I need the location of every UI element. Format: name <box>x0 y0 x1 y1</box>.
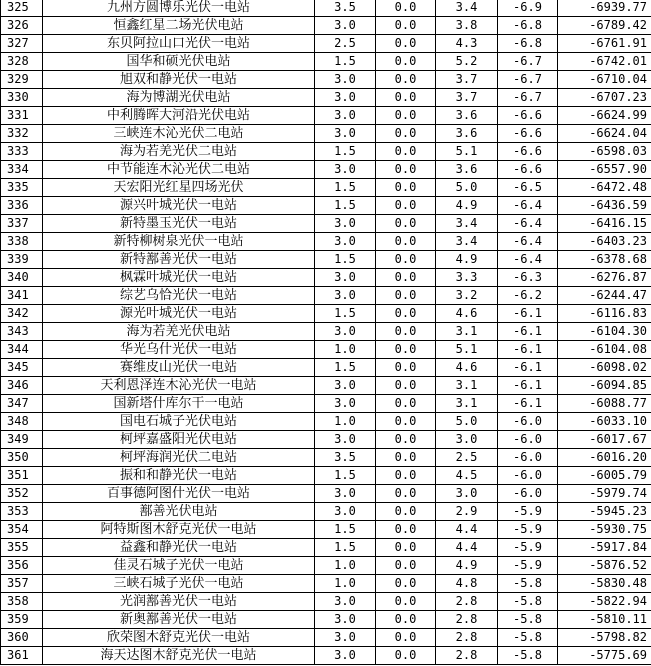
value-col3-cell: 5.0 <box>436 179 498 197</box>
value-col5-cell: -6005.79 <box>558 467 651 485</box>
value-col3-cell: 4.9 <box>436 251 498 269</box>
value-col4-cell: -6.7 <box>498 71 558 89</box>
table-row <box>1 197 651 215</box>
value-col5-cell: -5930.75 <box>558 521 651 539</box>
value-col2-cell: 0.0 <box>376 395 436 413</box>
row-number-cell: 340 <box>1 269 43 287</box>
value-col3-cell: 4.5 <box>436 467 498 485</box>
value-col2-cell: 0.0 <box>376 53 436 71</box>
value-col3-cell: 3.4 <box>436 0 498 17</box>
station-name-cell: 佳灵石城子光伏一电站 <box>43 557 315 575</box>
station-name-cell: 柯坪嘉盛阳光伏电站 <box>43 431 315 449</box>
value-col1-cell: 3.0 <box>315 107 376 125</box>
value-col1-cell: 1.0 <box>315 575 376 593</box>
value-col5-cell: -6088.77 <box>558 395 651 413</box>
value-col1-cell: 3.0 <box>315 485 376 503</box>
value-col2-cell: 0.0 <box>376 485 436 503</box>
table-row <box>1 431 651 449</box>
value-col1-cell: 3.0 <box>315 593 376 611</box>
value-col2-cell: 0.0 <box>376 251 436 269</box>
table-row <box>1 377 651 395</box>
value-col3-cell: 2.8 <box>436 593 498 611</box>
station-name-cell: 旭双和静光伏一电站 <box>43 71 315 89</box>
row-number-cell: 328 <box>1 53 43 71</box>
value-col2-cell: 0.0 <box>376 593 436 611</box>
value-col1-cell: 1.5 <box>315 359 376 377</box>
table-row <box>1 413 651 431</box>
value-col2-cell: 0.0 <box>376 467 436 485</box>
value-col1-cell: 3.0 <box>315 647 376 665</box>
value-col3-cell: 3.0 <box>436 485 498 503</box>
value-col1-cell: 1.5 <box>315 143 376 161</box>
station-name-cell: 海为博湖光伏电站 <box>43 89 315 107</box>
station-name-cell: 华光乌什光伏一电站 <box>43 341 315 359</box>
value-col4-cell: -6.6 <box>498 107 558 125</box>
value-col5-cell: -6761.91 <box>558 35 651 53</box>
table-row <box>1 251 651 269</box>
table-row <box>1 71 651 89</box>
value-col5-cell: -5775.69 <box>558 647 651 665</box>
value-col3-cell: 3.4 <box>436 233 498 251</box>
value-col4-cell: -6.0 <box>498 449 558 467</box>
table-row <box>1 53 651 71</box>
value-col1-cell: 3.0 <box>315 629 376 647</box>
table-row <box>1 179 651 197</box>
value-col5-cell: -6244.47 <box>558 287 651 305</box>
value-col4-cell: -6.9 <box>498 0 558 17</box>
value-col2-cell: 0.0 <box>376 143 436 161</box>
value-col2-cell: 0.0 <box>376 17 436 35</box>
value-col2-cell: 0.0 <box>376 377 436 395</box>
value-col3-cell: 4.4 <box>436 521 498 539</box>
row-number-cell: 342 <box>1 305 43 323</box>
row-number-cell: 351 <box>1 467 43 485</box>
station-name-cell: 东贝阿拉山口光伏一电站 <box>43 35 315 53</box>
value-col2-cell: 0.0 <box>376 287 436 305</box>
value-col3-cell: 2.8 <box>436 629 498 647</box>
value-col5-cell: -6624.04 <box>558 125 651 143</box>
value-col2-cell: 0.0 <box>376 575 436 593</box>
value-col1-cell: 3.0 <box>315 215 376 233</box>
value-col4-cell: -6.3 <box>498 269 558 287</box>
value-col3-cell: 5.2 <box>436 53 498 71</box>
value-col5-cell: -6098.02 <box>558 359 651 377</box>
value-col3-cell: 3.0 <box>436 431 498 449</box>
value-col2-cell: 0.0 <box>376 611 436 629</box>
value-col2-cell: 0.0 <box>376 629 436 647</box>
station-name-cell: 国新塔什库尔干一电站 <box>43 395 315 413</box>
value-col1-cell: 1.5 <box>315 251 376 269</box>
value-col3-cell: 3.7 <box>436 89 498 107</box>
value-col5-cell: -6378.68 <box>558 251 651 269</box>
value-col4-cell: -6.8 <box>498 35 558 53</box>
value-col3-cell: 2.9 <box>436 503 498 521</box>
table-row <box>1 521 651 539</box>
value-col4-cell: -5.9 <box>498 539 558 557</box>
value-col1-cell: 3.5 <box>315 449 376 467</box>
value-col4-cell: -6.1 <box>498 395 558 413</box>
value-col4-cell: -6.4 <box>498 251 558 269</box>
value-col2-cell: 0.0 <box>376 35 436 53</box>
row-number-cell: 347 <box>1 395 43 413</box>
station-name-cell: 柯坪海润光伏二电站 <box>43 449 315 467</box>
value-col2-cell: 0.0 <box>376 71 436 89</box>
value-col4-cell: -6.2 <box>498 287 558 305</box>
table-row <box>1 611 651 629</box>
row-number-cell: 329 <box>1 71 43 89</box>
station-name-cell: 枫霖叶城光伏一电站 <box>43 269 315 287</box>
value-col5-cell: -5876.52 <box>558 557 651 575</box>
value-col4-cell: -6.0 <box>498 467 558 485</box>
value-col3-cell: 4.4 <box>436 539 498 557</box>
table-row <box>1 449 651 467</box>
station-name-cell: 赛维皮山光伏一电站 <box>43 359 315 377</box>
row-number-cell: 338 <box>1 233 43 251</box>
value-col5-cell: -6436.59 <box>558 197 651 215</box>
station-name-cell: 三峡连木沁光伏二电站 <box>43 125 315 143</box>
value-col4-cell: -5.8 <box>498 611 558 629</box>
station-name-cell: 源兴叶城光伏一电站 <box>43 197 315 215</box>
value-col1-cell: 1.0 <box>315 413 376 431</box>
row-number-cell: 355 <box>1 539 43 557</box>
station-name-cell: 中利腾晖大河沿光伏电站 <box>43 107 315 125</box>
row-number-cell: 345 <box>1 359 43 377</box>
value-col5-cell: -5798.82 <box>558 629 651 647</box>
value-col3-cell: 4.8 <box>436 575 498 593</box>
value-col5-cell: -6116.83 <box>558 305 651 323</box>
row-number-cell: 344 <box>1 341 43 359</box>
value-col3-cell: 2.8 <box>436 611 498 629</box>
row-number-cell: 326 <box>1 17 43 35</box>
table-row <box>1 269 651 287</box>
value-col1-cell: 3.5 <box>315 0 376 17</box>
value-col4-cell: -6.8 <box>498 17 558 35</box>
value-col2-cell: 0.0 <box>376 557 436 575</box>
value-col1-cell: 3.0 <box>315 323 376 341</box>
table-row <box>1 125 651 143</box>
value-col4-cell: -6.1 <box>498 359 558 377</box>
value-col4-cell: -6.0 <box>498 485 558 503</box>
value-col3-cell: 2.8 <box>436 647 498 665</box>
value-col5-cell: -6094.85 <box>558 377 651 395</box>
table-row <box>1 287 651 305</box>
value-col5-cell: -5979.74 <box>558 485 651 503</box>
value-col5-cell: -6403.23 <box>558 233 651 251</box>
table-row <box>1 485 651 503</box>
row-number-cell: 333 <box>1 143 43 161</box>
value-col1-cell: 1.5 <box>315 179 376 197</box>
value-col3-cell: 3.6 <box>436 107 498 125</box>
value-col1-cell: 1.5 <box>315 197 376 215</box>
value-col2-cell: 0.0 <box>376 215 436 233</box>
value-col2-cell: 0.0 <box>376 197 436 215</box>
table-row <box>1 323 651 341</box>
value-col4-cell: -6.4 <box>498 233 558 251</box>
value-col2-cell: 0.0 <box>376 341 436 359</box>
value-col3-cell: 3.6 <box>436 161 498 179</box>
station-name-cell: 国华和硕光伏电站 <box>43 53 315 71</box>
station-name-cell: 新特鄯善光伏一电站 <box>43 251 315 269</box>
table-row <box>1 305 651 323</box>
table-row <box>1 215 651 233</box>
value-col5-cell: -6789.42 <box>558 17 651 35</box>
value-col2-cell: 0.0 <box>376 0 436 17</box>
table-row <box>1 143 651 161</box>
row-number-cell: 348 <box>1 413 43 431</box>
value-col3-cell: 3.4 <box>436 215 498 233</box>
value-col3-cell: 3.7 <box>436 71 498 89</box>
table-body <box>1 0 651 665</box>
value-col4-cell: -5.9 <box>498 521 558 539</box>
value-col1-cell: 3.0 <box>315 503 376 521</box>
value-col2-cell: 0.0 <box>376 125 436 143</box>
value-col2-cell: 0.0 <box>376 521 436 539</box>
station-name-cell: 国电石城子光伏电站 <box>43 413 315 431</box>
station-name-cell: 新奥鄯善光伏一电站 <box>43 611 315 629</box>
value-col1-cell: 3.0 <box>315 125 376 143</box>
row-number-cell: 359 <box>1 611 43 629</box>
station-name-cell: 振和和静光伏一电站 <box>43 467 315 485</box>
value-col2-cell: 0.0 <box>376 359 436 377</box>
value-col4-cell: -6.4 <box>498 197 558 215</box>
value-col3-cell: 5.1 <box>436 143 498 161</box>
value-col3-cell: 4.6 <box>436 305 498 323</box>
value-col2-cell: 0.0 <box>376 539 436 557</box>
value-col1-cell: 3.0 <box>315 377 376 395</box>
station-name-cell: 海为若羌光伏电站 <box>43 323 315 341</box>
station-name-cell: 九州方圆博乐光伏一电站 <box>43 0 315 17</box>
value-col2-cell: 0.0 <box>376 233 436 251</box>
value-col1-cell: 1.5 <box>315 467 376 485</box>
table-row <box>1 341 651 359</box>
value-col4-cell: -6.1 <box>498 323 558 341</box>
row-number-cell: 343 <box>1 323 43 341</box>
value-col5-cell: -6033.10 <box>558 413 651 431</box>
value-col5-cell: -6016.20 <box>558 449 651 467</box>
table-row <box>1 233 651 251</box>
station-name-cell: 鄯善光伏电站 <box>43 503 315 521</box>
value-col5-cell: -6624.99 <box>558 107 651 125</box>
value-col4-cell: -5.8 <box>498 647 558 665</box>
value-col4-cell: -5.9 <box>498 557 558 575</box>
value-col5-cell: -6276.87 <box>558 269 651 287</box>
value-col5-cell: -5830.48 <box>558 575 651 593</box>
value-col5-cell: -6939.77 <box>558 0 651 17</box>
value-col1-cell: 1.5 <box>315 539 376 557</box>
row-number-cell: 354 <box>1 521 43 539</box>
value-col3-cell: 3.8 <box>436 17 498 35</box>
table-row <box>1 467 651 485</box>
station-name-cell: 三峡石城子光伏一电站 <box>43 575 315 593</box>
station-name-cell: 中节能连木沁光伏二电站 <box>43 161 315 179</box>
station-name-cell: 新特柳树泉光伏一电站 <box>43 233 315 251</box>
value-col4-cell: -6.5 <box>498 179 558 197</box>
table-row <box>1 395 651 413</box>
value-col1-cell: 1.5 <box>315 305 376 323</box>
row-number-cell: 352 <box>1 485 43 503</box>
value-col5-cell: -5822.94 <box>558 593 651 611</box>
table-row <box>1 17 651 35</box>
row-number-cell: 341 <box>1 287 43 305</box>
row-number-cell: 360 <box>1 629 43 647</box>
row-number-cell: 357 <box>1 575 43 593</box>
value-col5-cell: -6710.04 <box>558 71 651 89</box>
row-number-cell: 349 <box>1 431 43 449</box>
value-col2-cell: 0.0 <box>376 647 436 665</box>
value-col4-cell: -6.6 <box>498 143 558 161</box>
table-row <box>1 161 651 179</box>
station-name-cell: 新特墨玉光伏一电站 <box>43 215 315 233</box>
value-col4-cell: -6.1 <box>498 377 558 395</box>
value-col1-cell: 3.0 <box>315 611 376 629</box>
value-col1-cell: 3.0 <box>315 71 376 89</box>
value-col1-cell: 3.0 <box>315 287 376 305</box>
row-number-cell: 339 <box>1 251 43 269</box>
value-col4-cell: -5.9 <box>498 503 558 521</box>
value-col5-cell: -6598.03 <box>558 143 651 161</box>
row-number-cell: 327 <box>1 35 43 53</box>
value-col2-cell: 0.0 <box>376 179 436 197</box>
row-number-cell: 336 <box>1 197 43 215</box>
value-col2-cell: 0.0 <box>376 161 436 179</box>
value-col5-cell: -5917.84 <box>558 539 651 557</box>
station-name-cell: 天宏阳光红星四场光伏 <box>43 179 315 197</box>
row-number-cell: 350 <box>1 449 43 467</box>
value-col3-cell: 4.3 <box>436 35 498 53</box>
value-col3-cell: 3.1 <box>436 323 498 341</box>
row-number-cell: 334 <box>1 161 43 179</box>
station-name-cell: 综艺乌恰光伏一电站 <box>43 287 315 305</box>
station-name-cell: 百事德阿图什光伏一电站 <box>43 485 315 503</box>
value-col3-cell: 3.2 <box>436 287 498 305</box>
station-name-cell: 海为若羌光伏二电站 <box>43 143 315 161</box>
row-number-cell: 325 <box>1 0 43 17</box>
value-col2-cell: 0.0 <box>376 503 436 521</box>
value-col4-cell: -5.8 <box>498 575 558 593</box>
table-row <box>1 575 651 593</box>
table-row <box>1 359 651 377</box>
value-col5-cell: -6104.30 <box>558 323 651 341</box>
value-col1-cell: 3.0 <box>315 161 376 179</box>
station-name-cell: 恒鑫红星二场光伏电站 <box>43 17 315 35</box>
value-col2-cell: 0.0 <box>376 269 436 287</box>
table-row <box>1 647 651 665</box>
value-col4-cell: -5.8 <box>498 629 558 647</box>
table-row <box>1 0 651 17</box>
station-name-cell: 欣荣图木舒克光伏一电站 <box>43 629 315 647</box>
row-number-cell: 358 <box>1 593 43 611</box>
value-col2-cell: 0.0 <box>376 305 436 323</box>
table-row <box>1 107 651 125</box>
value-col1-cell: 3.0 <box>315 89 376 107</box>
value-col2-cell: 0.0 <box>376 89 436 107</box>
table-row <box>1 89 651 107</box>
row-number-cell: 337 <box>1 215 43 233</box>
value-col4-cell: -6.1 <box>498 341 558 359</box>
value-col2-cell: 0.0 <box>376 323 436 341</box>
table-row <box>1 539 651 557</box>
value-col5-cell: -5810.11 <box>558 611 651 629</box>
value-col5-cell: -6742.01 <box>558 53 651 71</box>
value-col2-cell: 0.0 <box>376 107 436 125</box>
station-name-cell: 天利恩泽连木沁光伏一电站 <box>43 377 315 395</box>
value-col5-cell: -6416.15 <box>558 215 651 233</box>
value-col1-cell: 1.5 <box>315 521 376 539</box>
value-col3-cell: 3.1 <box>436 395 498 413</box>
value-col1-cell: 1.0 <box>315 557 376 575</box>
value-col3-cell: 3.1 <box>436 377 498 395</box>
value-col4-cell: -6.4 <box>498 215 558 233</box>
row-number-cell: 335 <box>1 179 43 197</box>
row-number-cell: 330 <box>1 89 43 107</box>
value-col5-cell: -6557.90 <box>558 161 651 179</box>
row-number-cell: 356 <box>1 557 43 575</box>
value-col1-cell: 3.0 <box>315 269 376 287</box>
station-name-cell: 阿特斯图木舒克光伏一电站 <box>43 521 315 539</box>
value-col4-cell: -5.8 <box>498 593 558 611</box>
value-col4-cell: -6.0 <box>498 413 558 431</box>
value-col2-cell: 0.0 <box>376 449 436 467</box>
value-col3-cell: 5.1 <box>436 341 498 359</box>
station-name-cell: 益鑫和静光伏一电站 <box>43 539 315 557</box>
value-col4-cell: -6.6 <box>498 125 558 143</box>
value-col5-cell: -6707.23 <box>558 89 651 107</box>
value-col4-cell: -6.7 <box>498 53 558 71</box>
value-col3-cell: 4.9 <box>436 557 498 575</box>
value-col2-cell: 0.0 <box>376 431 436 449</box>
value-col3-cell: 2.5 <box>436 449 498 467</box>
value-col2-cell: 0.0 <box>376 413 436 431</box>
value-col4-cell: -6.6 <box>498 161 558 179</box>
table-row <box>1 557 651 575</box>
row-number-cell: 353 <box>1 503 43 521</box>
table-row <box>1 629 651 647</box>
value-col5-cell: -6472.48 <box>558 179 651 197</box>
row-number-cell: 361 <box>1 647 43 665</box>
value-col3-cell: 3.3 <box>436 269 498 287</box>
row-number-cell: 332 <box>1 125 43 143</box>
station-name-cell: 海天达图木舒克光伏一电站 <box>43 647 315 665</box>
table-row <box>1 593 651 611</box>
table-row <box>1 35 651 53</box>
value-col1-cell: 1.5 <box>315 53 376 71</box>
value-col1-cell: 3.0 <box>315 233 376 251</box>
value-col1-cell: 1.0 <box>315 341 376 359</box>
value-col1-cell: 3.0 <box>315 431 376 449</box>
value-col1-cell: 3.0 <box>315 17 376 35</box>
value-col1-cell: 2.5 <box>315 35 376 53</box>
value-col5-cell: -5945.23 <box>558 503 651 521</box>
row-number-cell: 346 <box>1 377 43 395</box>
value-col4-cell: -6.0 <box>498 431 558 449</box>
value-col3-cell: 4.9 <box>436 197 498 215</box>
value-col3-cell: 4.6 <box>436 359 498 377</box>
value-col4-cell: -6.7 <box>498 89 558 107</box>
table-row <box>1 503 651 521</box>
station-name-cell: 光润鄯善光伏一电站 <box>43 593 315 611</box>
value-col1-cell: 3.0 <box>315 395 376 413</box>
row-number-cell: 331 <box>1 107 43 125</box>
station-name-cell: 源光叶城光伏一电站 <box>43 305 315 323</box>
value-col4-cell: -6.1 <box>498 305 558 323</box>
value-col3-cell: 5.0 <box>436 413 498 431</box>
value-col5-cell: -6017.67 <box>558 431 651 449</box>
value-col3-cell: 3.6 <box>436 125 498 143</box>
value-col5-cell: -6104.08 <box>558 341 651 359</box>
